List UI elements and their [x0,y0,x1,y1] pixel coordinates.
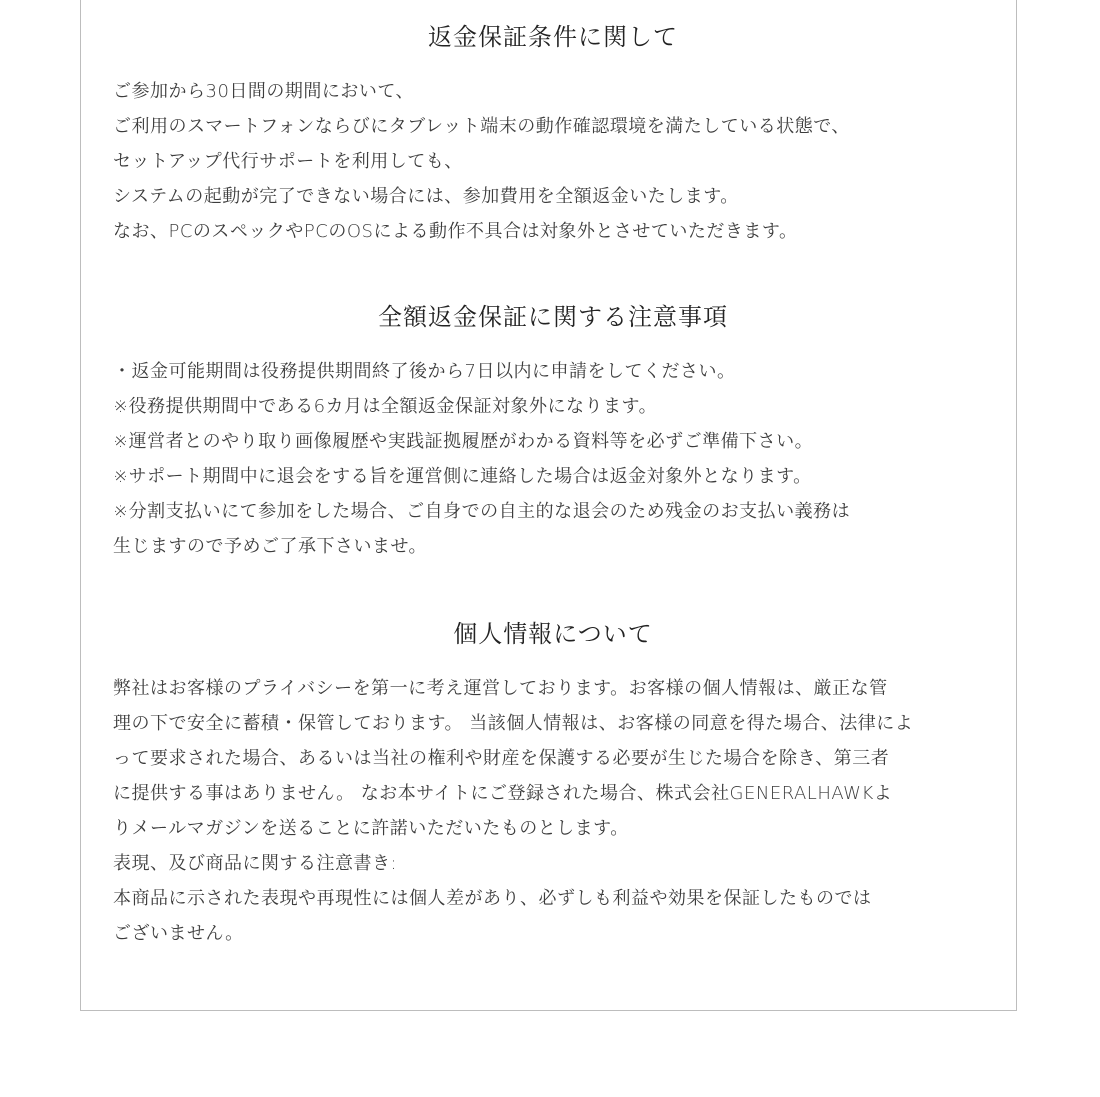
body-line: ※分割支払いにて参加をした場合、ご自身での自主的な退会のため残金のお支払い義務は [113,501,851,522]
body-line: ご参加から30日間の期間において、 [113,81,415,102]
section-title: 個人情報について [453,620,653,648]
body-line: って要求された場合、あるいは当社の権利や財産を保護する必要が生じた場合を除き、第三者 [113,748,890,769]
section-title: 返金保証条件に関して [428,23,678,51]
section-body [113,354,993,564]
body-line: ※運営者とのやり取り画像履歴や実践証拠履歴がわかる資料等を必ずご準備下さい。 [113,431,814,452]
section-body [113,671,993,951]
body-line: システムの起動が完了できない場合には、参加費用を全額返金いたします。 [113,186,739,207]
content-panel [80,0,1017,1011]
section-body [113,74,993,249]
body-line: りメールマガジンを送ることに許諾いただいたものとします。 [113,818,629,839]
refund-conditions-section [113,20,993,249]
section-title: 全額返金保証に関する注意事項 [378,303,728,331]
body-line: ご利用のスマートフォンならびにタブレット端末の動作確認環境を満たしている状態で、 [113,116,850,137]
body-line: 弊社はお客様のプライバシーを第一に考え運営しております。お客様の個人情報は、厳正な管 [113,678,888,699]
body-line: 本商品に示された表現や再現性には個人差があり、必ずしも利益や効果を保証したものでは [113,888,872,909]
body-line: ※役務提供期間中である6カ月は全額返金保証対象外になります。 [113,396,658,417]
body-line: 理の下で安全に蓄積・保管しております。 当該個人情報は、お客様の同意を得た場合、法律によ [113,713,914,734]
body-line: ※サポート期間中に退会をする旨を運営側に連絡した場合は返金対象外となります。 [113,466,812,487]
privacy-section [113,617,993,951]
body-line: に提供する事はありません。 なお本サイトにご登録された場合、株式会社GENERALHAWKよ [113,783,893,804]
body-line: 表現、及び商品に関する注意書き: [113,853,398,874]
body-line: 生じますので予めご了承下さいませ。 [113,536,427,557]
refund-notes-section [113,300,993,564]
body-line: ございません。 [113,923,244,944]
body-line: ・返金可能期間は役務提供期間終了後から7日以内に申請をしてください。 [113,361,736,382]
body-line: セットアップ代行サポートを利用しても、 [113,151,463,172]
body-line: なお、PCのスペックやPCのOSによる動作不具合は対象外とさせていただきます。 [113,221,798,242]
